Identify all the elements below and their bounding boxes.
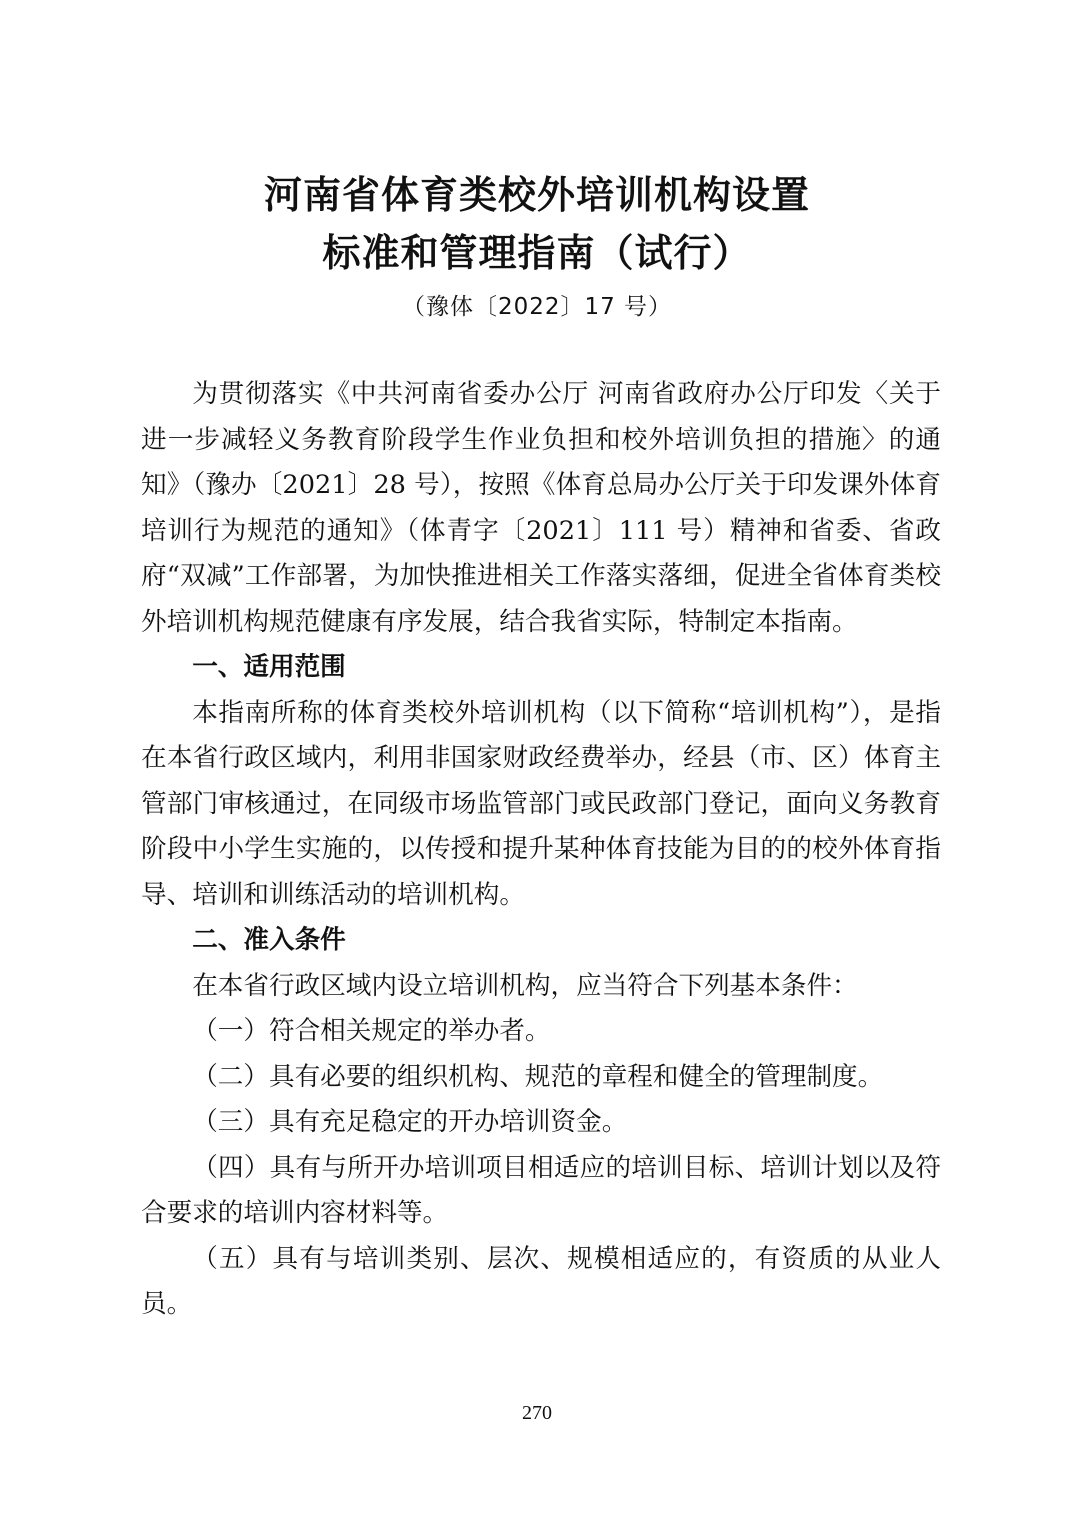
intro-paragraph: 为贯彻落实《中共河南省委办公厅 河南省政府办公厅印发〈关于进一步减轻义务教育阶段学生作业负担和校外培训负担的措施〉的通知》（豫办〔2021〕28 号），按照《体育总局办公厅关于印发课外体育培训行为规范的通知》（体青字〔2021〕111 号）精神和省委、省政府“双减”工作部署，为加快推进相关工作落实落细，促进全省体育类校外培训机构规范健康有序发展，结合我省实际，特制定本指南。 xyxy=(141,379,941,637)
conditions-intro: 在本省行政区域内设立培训机构，应当符合下列基本条件： xyxy=(192,970,858,1001)
condition-item: （三）具有充足稳定的开办培训资金。 xyxy=(192,1107,628,1137)
document-title-line-1: 河南省体育类校外培训机构设置 xyxy=(263,173,810,217)
condition-item: （二）具有必要的组织机构、规范的章程和健全的管理制度。 xyxy=(192,1061,884,1092)
section-heading-conditions: 二、准入条件 xyxy=(192,925,346,955)
document-body xyxy=(141,372,941,1328)
condition-item: （五）具有与培训类别、层次、规模相适应的，有资质的从业人员。 xyxy=(141,1243,941,1319)
document-number: （豫体〔2022〕17 号） xyxy=(401,294,673,320)
page-number: 270 xyxy=(522,1402,552,1424)
document-title-line-2: 标准和管理指南（试行） xyxy=(322,231,752,275)
scope-paragraph: 本指南所称的体育类校外培训机构（以下简称“培训机构”），是指在本省行政区域内，利用非国家财政经费举办，经县（市、区）体育主管部门审核通过，在同级市场监管部门或民政部门登记，面向义务教育阶段中小学生实施的，以传授和提升某种体育技能为目的的校外体育指导、培训和训练活动的培训机构。 xyxy=(141,697,941,910)
condition-item: （一）符合相关规定的举办者。 xyxy=(192,1016,551,1046)
section-heading-scope: 一、适用范围 xyxy=(192,652,346,682)
condition-item: （四）具有与所开办培训项目相适应的培训目标、培训计划以及符合要求的培训内容材料等。 xyxy=(141,1152,941,1228)
